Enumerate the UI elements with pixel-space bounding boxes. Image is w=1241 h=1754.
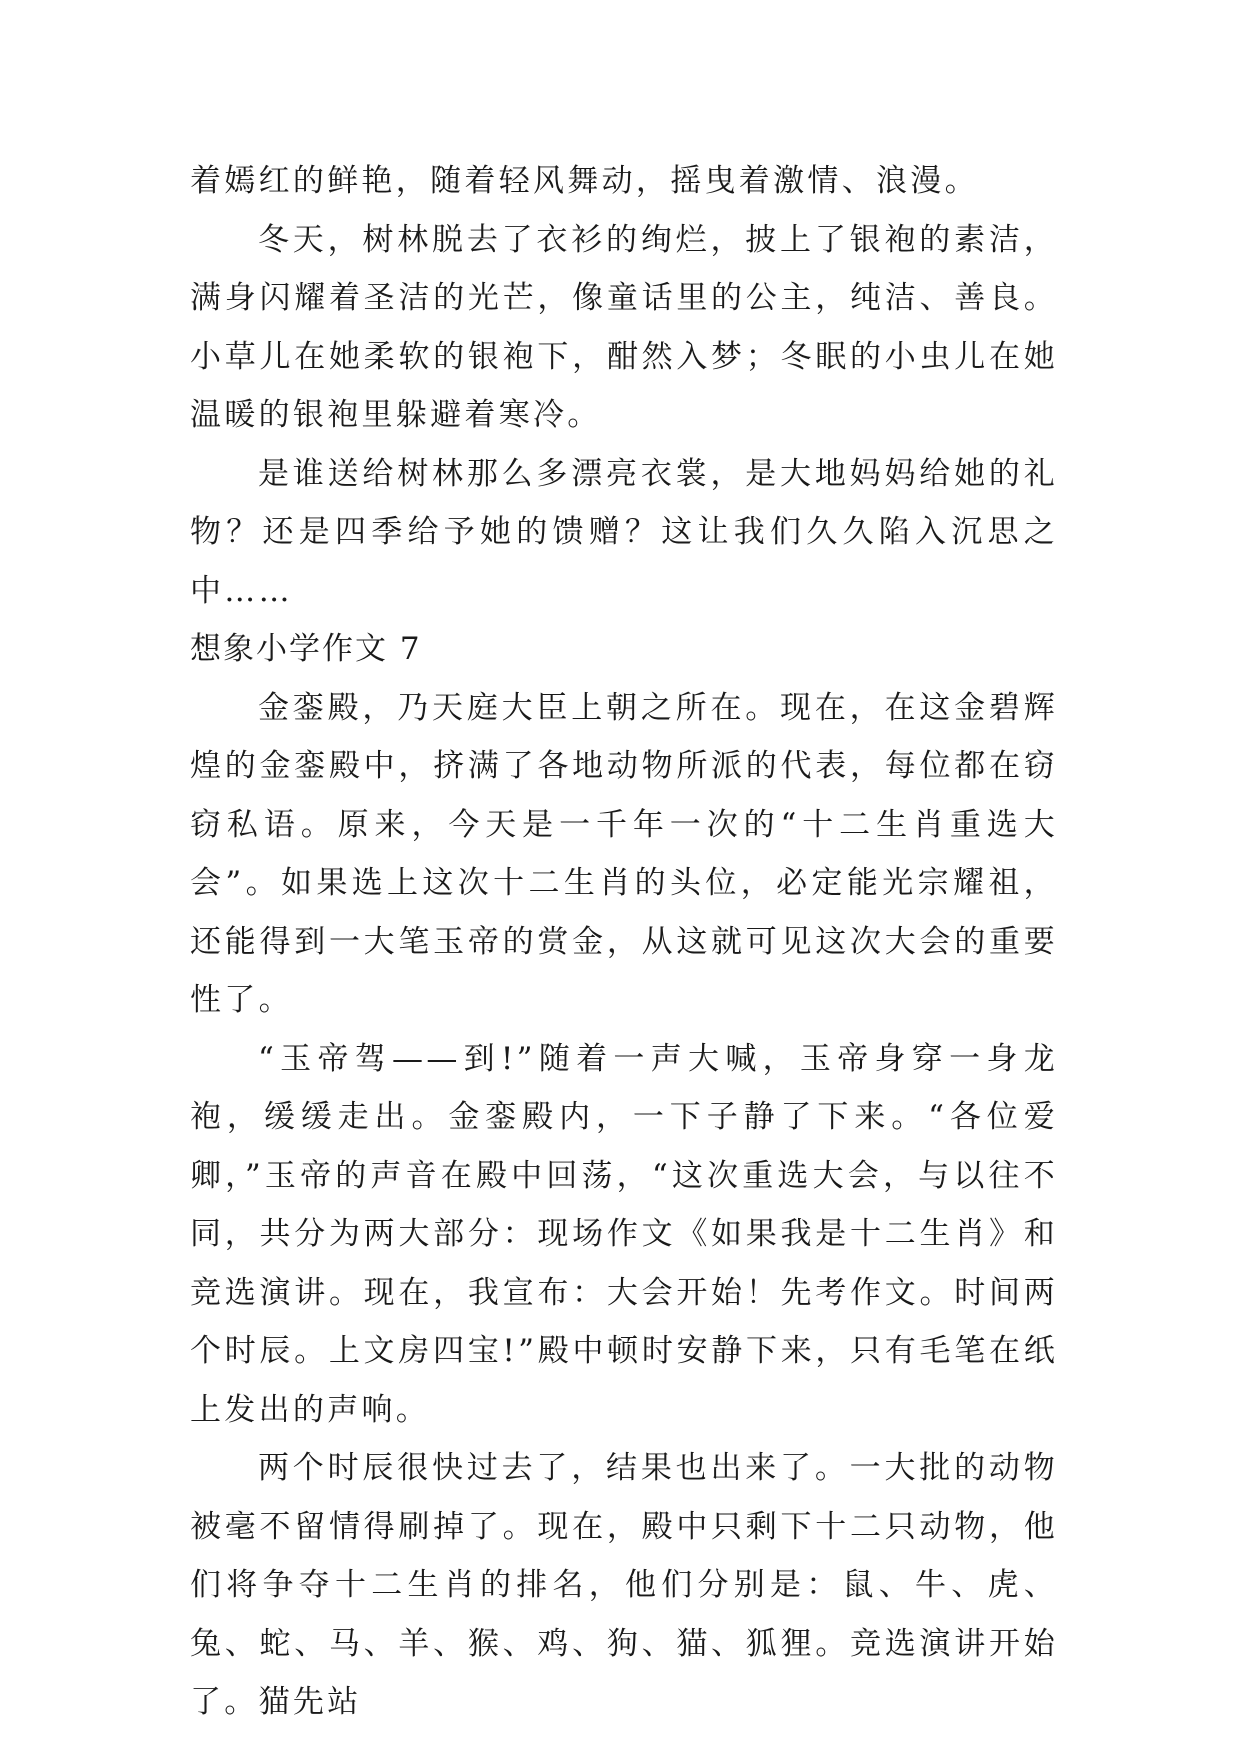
- paragraph-palace: 金銮殿，乃天庭大臣上朝之所在。现在，在这金碧辉煌的金銮殿中，挤满了各地动物所派的代表，每位都在窃窃私语。原来，今天是一千年一次的“十二生肖重选大会”。如果选上这次十二生肖的头位，必定能光宗耀祖，还能得到一大笔玉帝的赏金，从这就可见这次大会的重要性了。: [190, 689, 1058, 1018]
- paragraph-results: 两个时辰很快过去了，结果也出来了。一大批的动物被毫不留情得刷掉了。现在，殿中只剩下十二只动物，他们将争夺十二生肖的排名，他们分别是：鼠、牛、虎、兔、蛇、马、羊、猴、鸡、狗、猫、狐狸。竞选演讲开始了。猫先站: [190, 1450, 1058, 1720]
- paragraph-emperor: “玉帝驾——到!”随着一声大喊，玉帝身穿一身龙袍，缓缓走出。金銮殿内，一下子静了下来。“各位爱卿，”玉帝的声音在殿中回荡，“这次重选大会，与以往不同，共分为两大部分：现场作文《如果我是十二生肖》和竞选演讲。现在，我宣布：大会开始！先考作文。时间两个时辰。上文房四宝!”殿中顿时安静下来，只有毛笔在纸上发出的声响。: [190, 1040, 1058, 1428]
- document-body: [190, 152, 1058, 1732]
- paragraph-question: 是谁送给树林那么多漂亮衣裳，是大地妈妈给她的礼物？还是四季给予她的馈赠？这让我们久久陷入沉思之中……: [190, 455, 1058, 609]
- paragraph-continuation: 着嫣红的鲜艳，随着轻风舞动，摇曳着激情、浪漫。: [190, 163, 979, 199]
- paragraph-winter: 冬天，树林脱去了衣衫的绚烂，披上了银袍的素洁，满身闪耀着圣洁的光芒，像童话里的公主，纯洁、善良。小草儿在她柔软的银袍下，酣然入梦；冬眠的小虫儿在她温暖的银袍里躲避着寒冷。: [190, 221, 1058, 433]
- section-heading: 想象小学作文 7: [190, 631, 422, 667]
